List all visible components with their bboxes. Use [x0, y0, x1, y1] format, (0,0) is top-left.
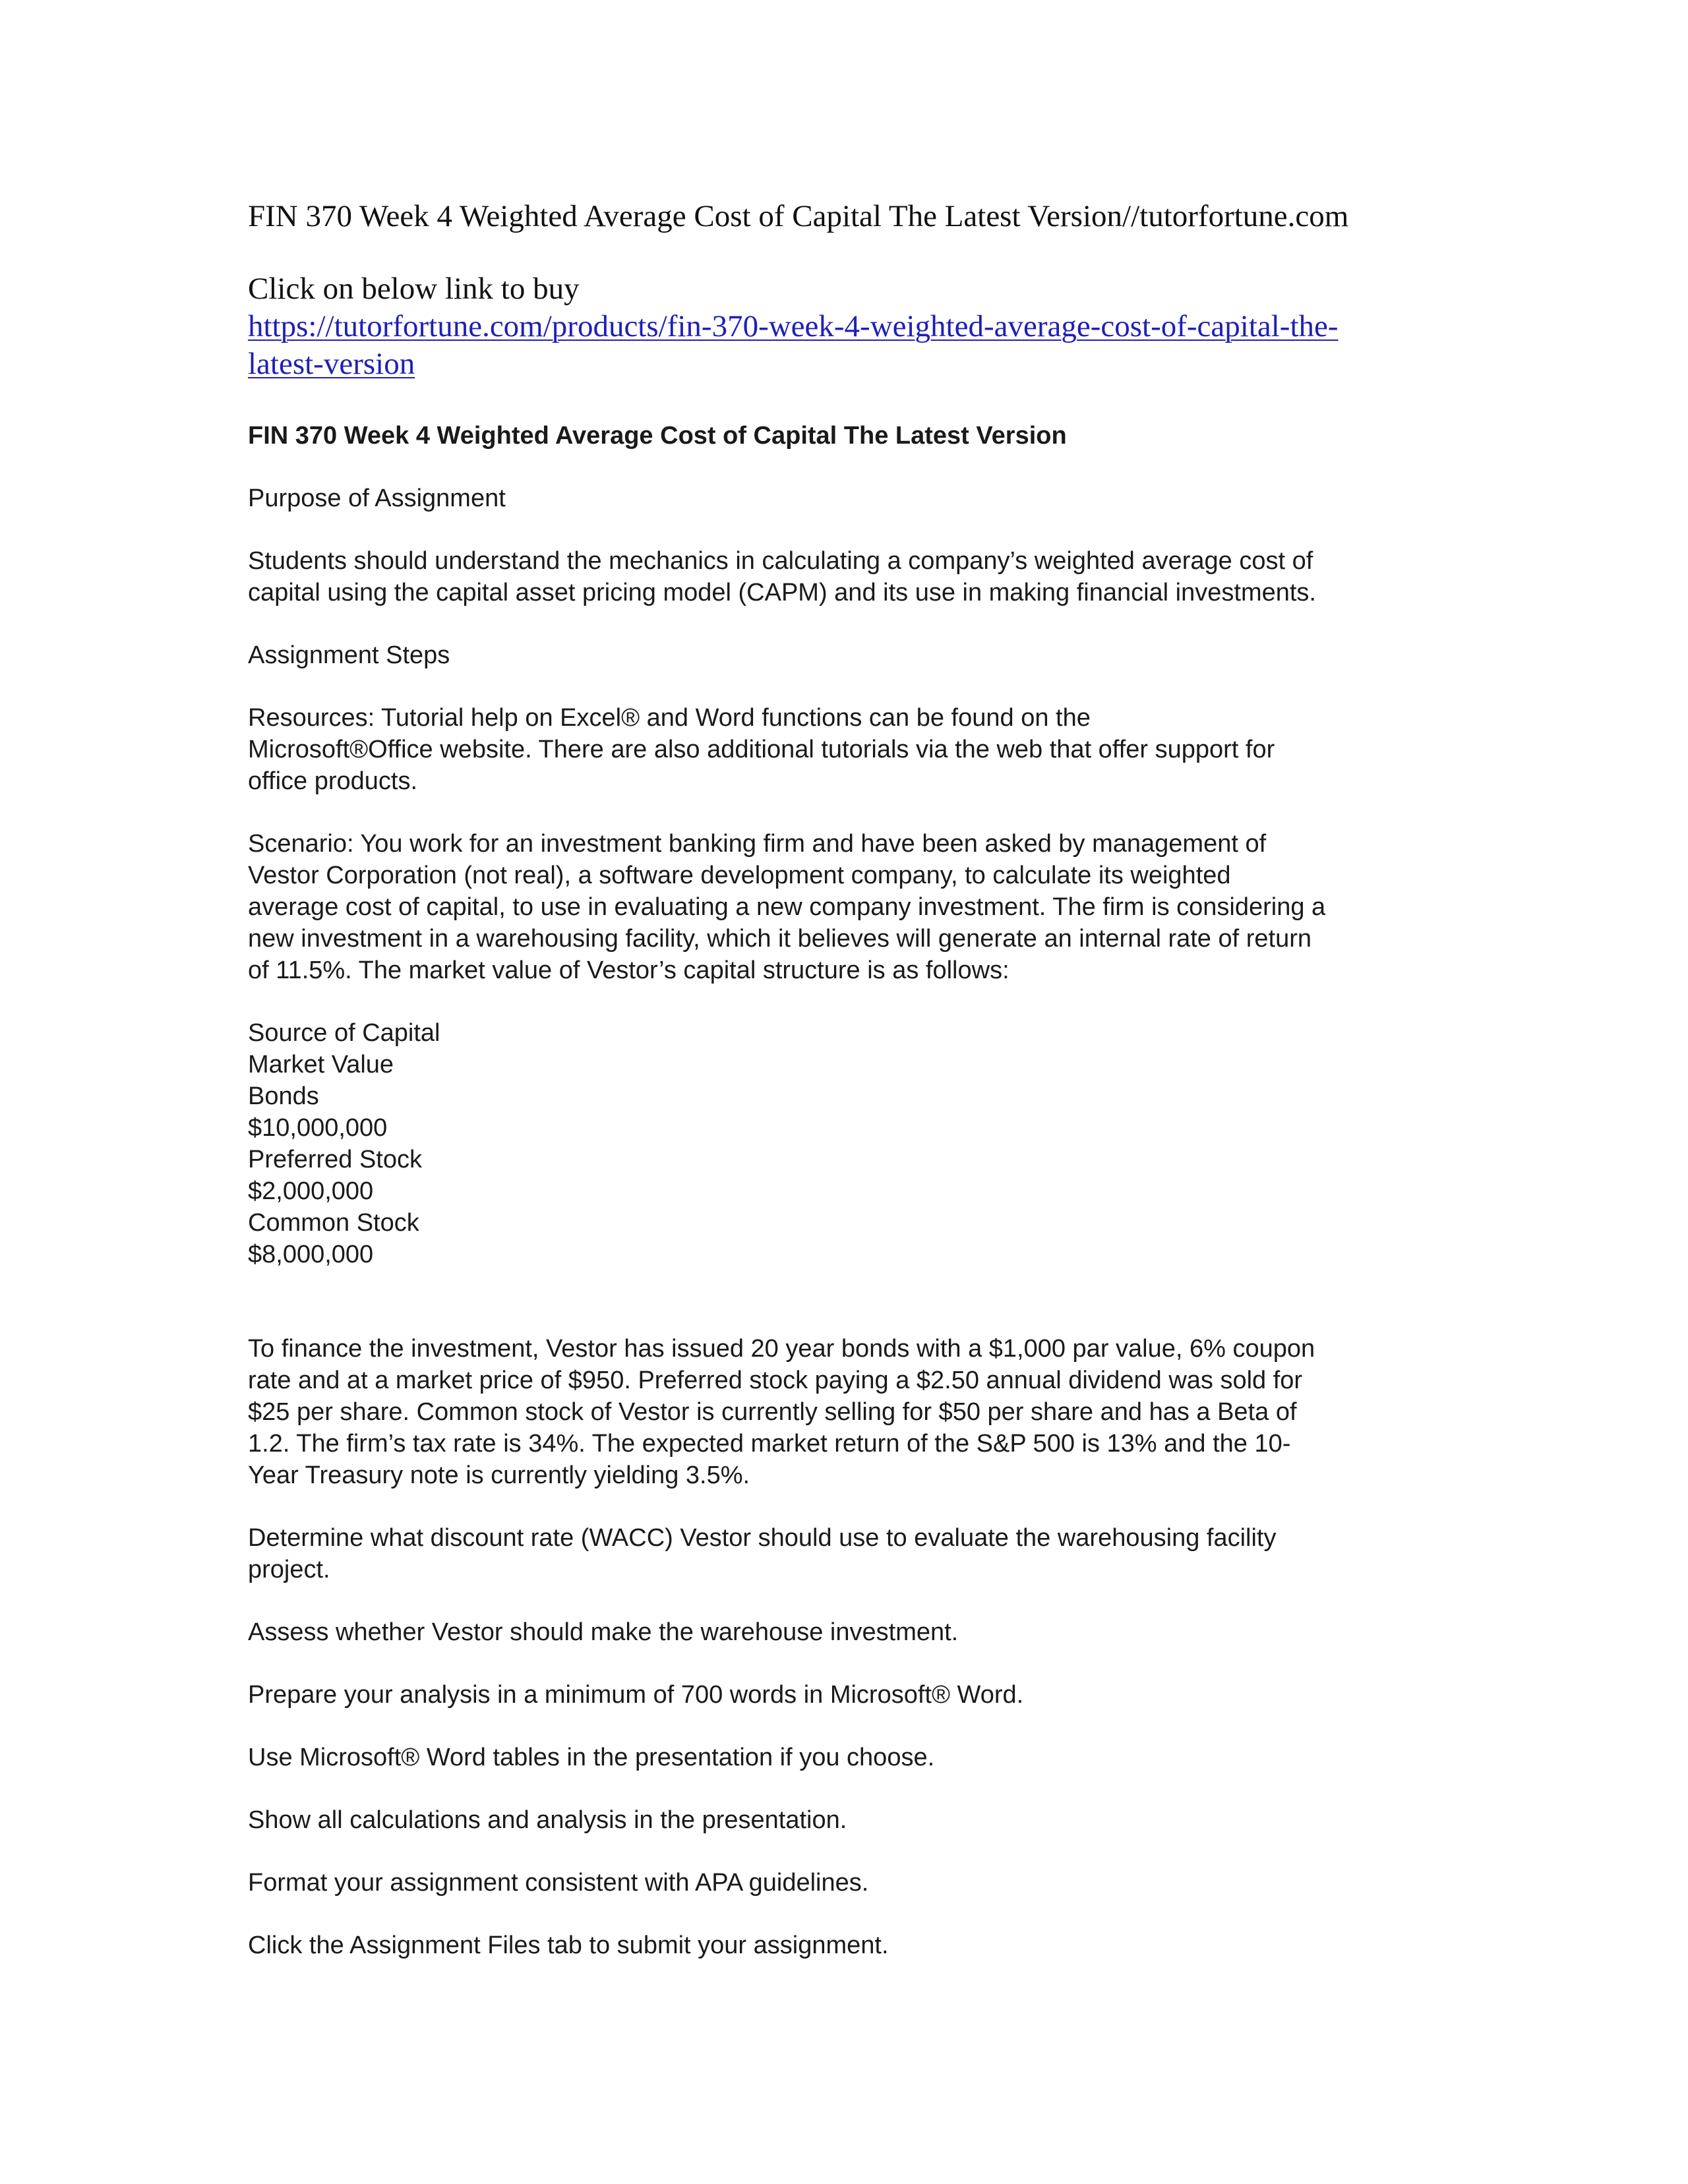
document-body — [248, 195, 1435, 1961]
finance-line: rate and at a market price of $950. Preferred stock paying a $2.50 annual dividend was sold for — [248, 1367, 1303, 1394]
instruction-calculations: Show all calculations and analysis in the presentation. — [248, 1806, 847, 1834]
buy-prompt: Click on below link to buy — [248, 272, 580, 306]
scenario-line: new investment in a warehousing facility, which it believes will generate an internal rate of return — [248, 925, 1312, 953]
buy-section — [248, 270, 1435, 383]
purpose-line: capital using the capital asset pricing model (CAPM) and its use in making financial investments. — [248, 579, 1316, 606]
scenario-line: of 11.5%. The market value of Vestor’s capital structure is as follows: — [248, 957, 1010, 984]
purpose-line: Students should understand the mechanics in calculating a company’s weighted average cost of — [248, 547, 1313, 575]
finance-line: $25 per share. Common stock of Vestor is currently selling for $50 per share and has a Beta of — [248, 1398, 1297, 1426]
instruction-assess: Assess whether Vestor should make the warehouse investment. — [248, 1618, 959, 1646]
resources-line: Resources: Tutorial help on Excel® and Word functions can be found on the — [248, 704, 1091, 732]
product-link-line-2[interactable]: latest-version — [248, 347, 415, 381]
scenario-paragraph — [248, 828, 1435, 986]
wacc-line: Determine what discount rate (WACC) Vestor should use to evaluate the warehousing facility — [248, 1524, 1277, 1552]
finance-line: Year Treasury note is currently yielding 3.5%. — [248, 1461, 750, 1489]
resources-paragraph — [248, 702, 1435, 797]
resources-line: Microsoft®Office website. There are also additional tutorials via the web that offer support for — [248, 736, 1275, 763]
document-title: FIN 370 Week 4 Weighted Average Cost of Capital The Latest Version//tutorfortune.com — [248, 199, 1349, 233]
capital-structure-list — [248, 1017, 1435, 1270]
purpose-label: Purpose of Assignment — [248, 485, 506, 512]
wacc-paragraph — [248, 1522, 1435, 1585]
wacc-line: project. — [248, 1556, 330, 1583]
instruction-apa: Format your assignment consistent with APA guidelines. — [248, 1869, 869, 1897]
product-link-line-1[interactable]: https://tutorfortune.com/products/fin-370-week-4-weighted-average-cost-of-capital-the- — [248, 309, 1339, 343]
resources-line: office products. — [248, 767, 418, 795]
assignment-heading: FIN 370 Week 4 Weighted Average Cost of Capital The Latest Version — [248, 422, 1067, 450]
product-link[interactable] — [248, 308, 1435, 383]
steps-label: Assignment Steps — [248, 641, 450, 669]
capital-header-value: Market Value — [248, 1051, 394, 1078]
capital-source-bonds: Bonds — [248, 1082, 319, 1110]
capital-value-bonds: $10,000,000 — [248, 1114, 388, 1142]
finance-line: To finance the investment, Vestor has issued 20 year bonds with a $1,000 par value, 6% coupon — [248, 1335, 1315, 1363]
scenario-line: Vestor Corporation (not real), a software development company, to calculate its weighted — [248, 862, 1231, 889]
instruction-word-count: Prepare your analysis in a minimum of 700 words in Microsoft® Word. — [248, 1681, 1024, 1709]
capital-source-common: Common Stock — [248, 1209, 419, 1237]
scenario-line: Scenario: You work for an investment banking firm and have been asked by management of — [248, 830, 1267, 858]
scenario-line: average cost of capital, to use in evaluating a new company investment. The firm is considering a — [248, 893, 1326, 921]
capital-value-preferred: $2,000,000 — [248, 1177, 374, 1205]
capital-header-source: Source of Capital — [248, 1019, 440, 1047]
instruction-tables: Use Microsoft® Word tables in the presentation if you choose. — [248, 1744, 935, 1771]
finance-paragraph — [248, 1333, 1435, 1491]
capital-value-common: $8,000,000 — [248, 1241, 374, 1268]
finance-line: 1.2. The firm’s tax rate is 34%. The expected market return of the S&P 500 is 13% and the 10- — [248, 1430, 1291, 1458]
instruction-submit: Click the Assignment Files tab to submit your assignment. — [248, 1932, 889, 1959]
capital-source-preferred: Preferred Stock — [248, 1146, 422, 1173]
purpose-paragraph — [248, 545, 1435, 608]
